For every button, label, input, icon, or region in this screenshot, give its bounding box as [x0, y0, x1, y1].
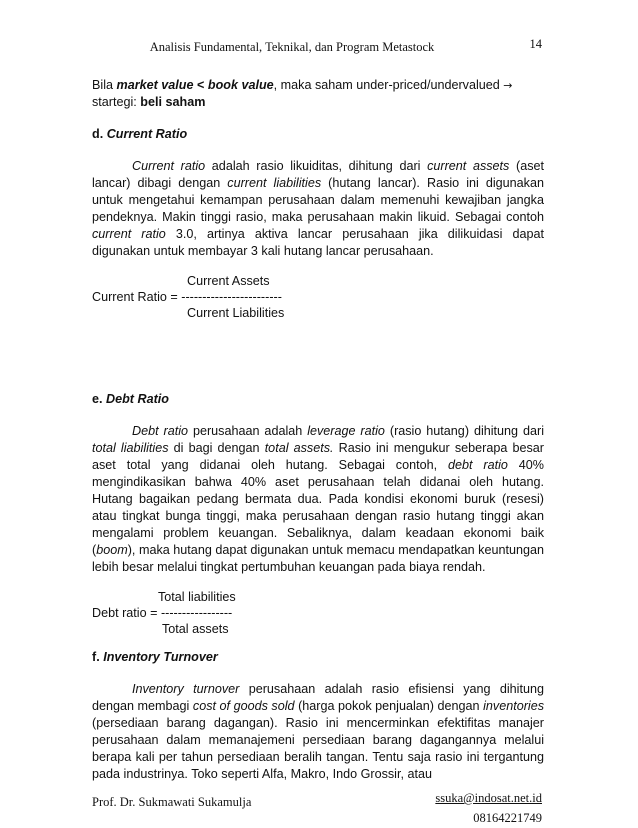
debt-ratio-formula	[92, 589, 544, 637]
current-ratio-formula	[92, 273, 544, 321]
footer-contact	[435, 788, 542, 828]
current-ratio-paragraph: Current ratio adalah rasio likuiditas, dihitung dari current assets (aset lancar) dibagi dengan current liabilities (hutang lancar). Rasio ini digunakan untuk mengetahui kemampan perusahaan dalam memenuhi kewajiban jangka pendeknya. Makin tinggi rasio, maka perusahaan makin likuid. Sebagai contoh current ratio 3.0, artinya aktiva lancar perusahaan jika dilikuidasi dapat digunakan untuk membayar 3 kali hutang lancar perusahaan.	[92, 159, 544, 258]
page-body	[92, 77, 544, 783]
intro-line: Bila market value < book value, maka saham under-priced/undervalued → startegi: beli saham	[92, 78, 513, 109]
inventory-turnover-paragraph: Inventory turnover perusahaan adalah rasio efisiensi yang dihitung dengan membagi cost of goods sold (harga pokok penjualan) dengan inventories (persediaan barang dagangan). Rasio ini mencerminkan efektifitas manajer perusahaan dalam memanajemeni persediaan barang dagangannya melalui berapa kali per tahun persediaan beralih tangan. Tentu saja rasio ini tergantung pada industrinya. Toko seperti Alfa, Makro, Indo Grossir, atau	[92, 682, 544, 781]
formula-numerator: Current Assets	[187, 274, 270, 288]
formula-denominator: Current Liabilities	[187, 306, 285, 320]
arrow-right-icon: →	[503, 79, 513, 92]
market-value-term: market value	[116, 78, 194, 92]
section-heading-inventory-turnover: f. Inventory Turnover	[92, 650, 218, 664]
formula-numerator: Total liabilities	[158, 590, 236, 604]
formula-row: Debt ratio = -----------------	[92, 606, 233, 620]
footer-author: Prof. Dr. Sukmawati Sukamulja	[92, 795, 252, 809]
formula-denominator: Total assets	[162, 622, 229, 636]
formula-row: Current Ratio = ------------------------	[92, 290, 282, 304]
strategy-text: beli saham	[140, 95, 206, 109]
page-number: 14	[529, 37, 542, 51]
running-header: Analisis Fundamental, Teknikal, dan Program Metastock	[149, 40, 435, 54]
debt-ratio-paragraph: Debt ratio perusahaan adalah leverage ratio (rasio hutang) dihitung dari total liabilities di bagi dengan total assets. Rasio ini mengukur seberapa besar aset total yang didanai oleh hutang. Sebagai contoh, debt ratio 40% mengindikasikan bahwa 40% aset perusahaan telah didanai oleh hutang. Hutang bagaikan pedang bermata dua. Pada kondisi ekonomi buruk (resesi) atau tingkat bunga tinggi, maka perusahaan dengan rasio hutang tinggi akan mengalami problem keuangan. Sebaliknya, dalam keadaan ekonomi baik (boom), maka hutang dapat digunakan untuk memacu mendapatkan keuntungan lebih besar melalui tingkat pertumbuhan keuangan pada biaya rendah.	[92, 424, 544, 574]
footer-email-link[interactable]: ssuka@indosat.net.id	[435, 791, 542, 805]
section-heading-debt-ratio: e. Debt Ratio	[92, 392, 169, 406]
footer-phone: 08164221749	[473, 811, 542, 825]
book-value-term: book value	[207, 78, 274, 92]
section-heading-current-ratio: d. Current Ratio	[92, 127, 188, 141]
